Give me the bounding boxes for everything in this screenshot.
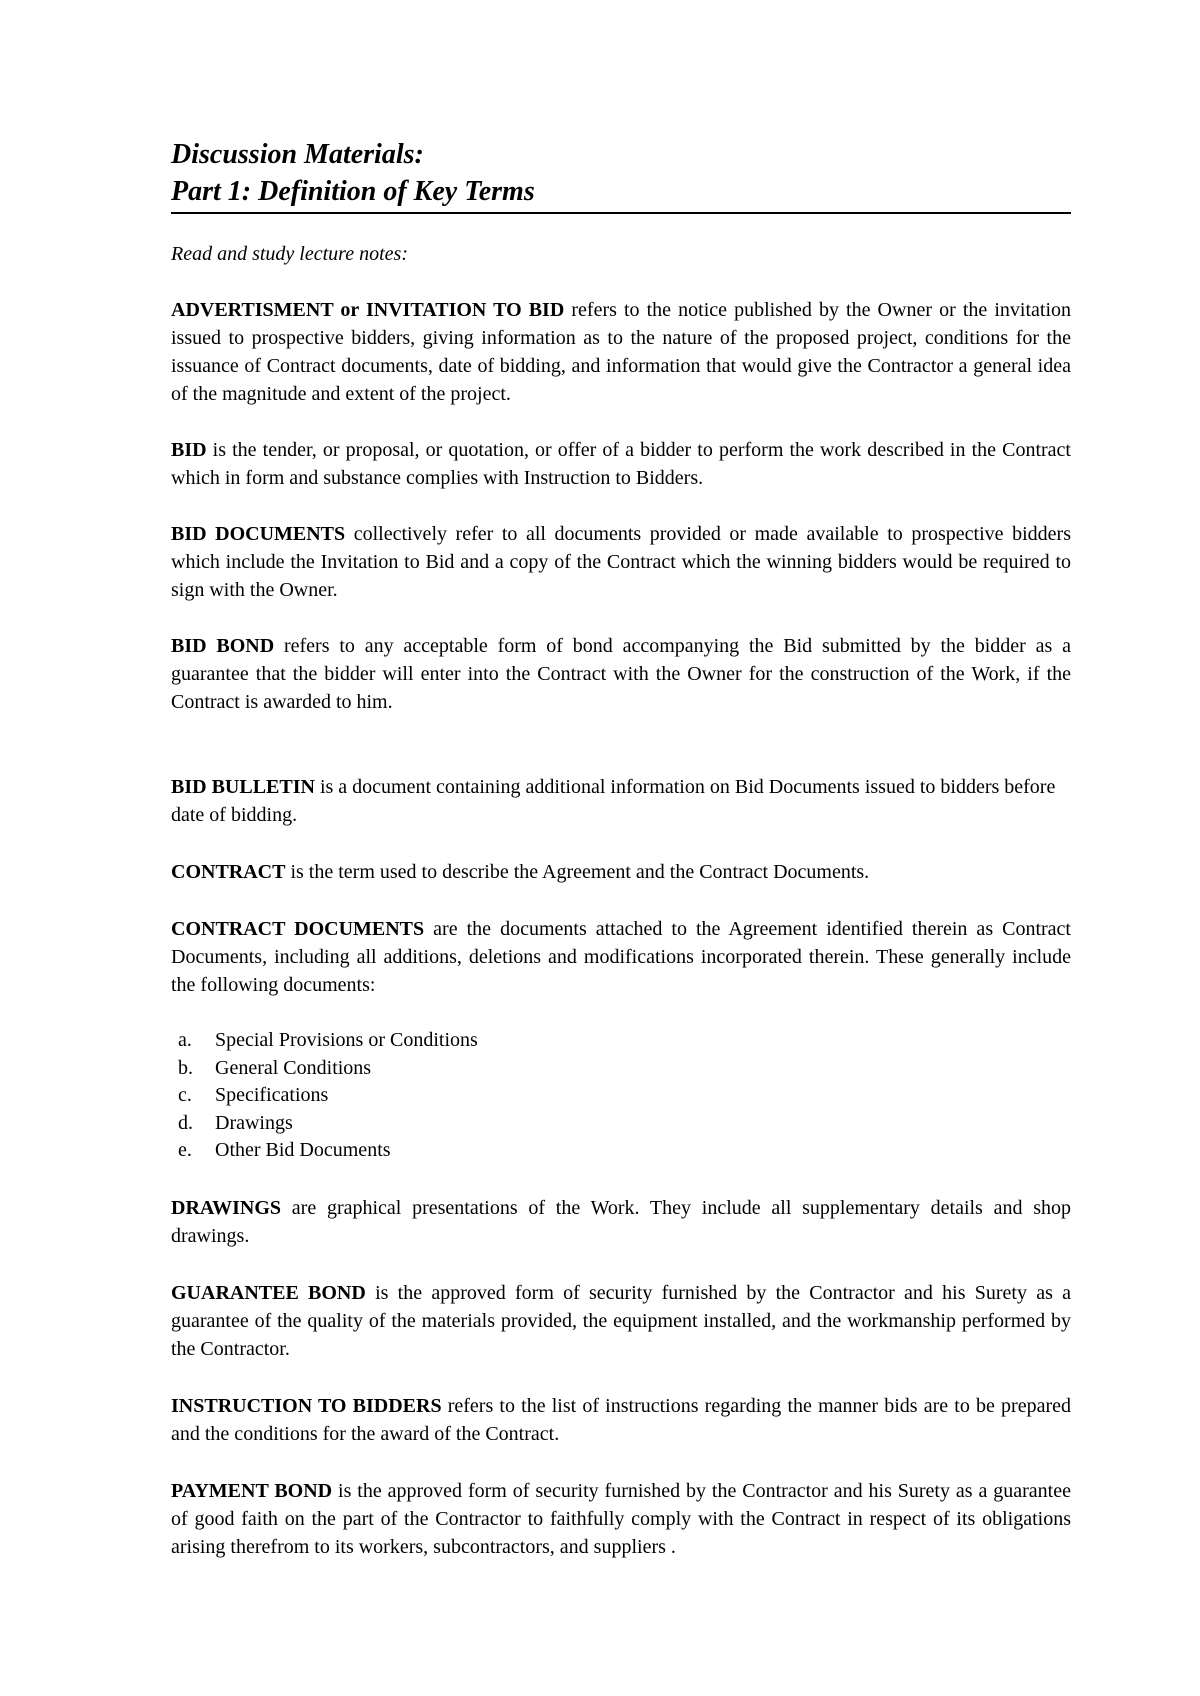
list-item-text: Other Bid Documents (215, 1139, 391, 1162)
list-marker: d. (178, 1111, 193, 1134)
definition-drawings (171, 1194, 1071, 1250)
list-marker: e. (178, 1139, 192, 1162)
list-item (171, 1082, 1071, 1110)
intro-text: Read and study lecture notes: (171, 243, 408, 265)
list-item-text: General Conditions (215, 1056, 372, 1079)
list-marker: b. (178, 1056, 193, 1079)
definition-text: refers to any acceptable form of bond accompanying the Bid submitted by the bidder as a guarantee that the bidder will enter into the Contract with the Owner for the construction of the Work, if the Contract is awarded to him. (171, 635, 1071, 713)
document-title: Discussion Materials: (171, 139, 424, 170)
term-label: DRAWINGS (171, 1196, 282, 1219)
term-label: INSTRUCTION TO BIDDERS (171, 1394, 442, 1417)
definition-text: collectively refer to all documents provided or made available to prospective bidders which include the Invitation to Bid and a copy of the Contract which the winning bidders would be required to sign with the Owner. (171, 523, 1071, 601)
definition-contract (171, 858, 1071, 886)
definition-guarantee-bond (171, 1279, 1071, 1363)
definition-payment-bond (171, 1477, 1071, 1561)
definition-bid-bond (171, 632, 1071, 716)
list-item (171, 1055, 1071, 1083)
definition-text: are graphical presentations of the Work. They include all supplementary details and shop drawings. (171, 1196, 1071, 1247)
definition-bid (171, 436, 1071, 492)
definition-instruction-to-bidders (171, 1392, 1071, 1448)
term-label: ADVERTISMENT or INVITATION TO BID (171, 299, 565, 321)
list-item-text: Drawings (215, 1111, 293, 1134)
definition-text: is a document containing additional information on Bid Documents issued to bidders before date of bidding. (171, 776, 1056, 826)
definition-bid-documents (171, 520, 1071, 604)
title-block (171, 136, 1071, 214)
definition-text: refers to the notice published by the Owner or the invitation issued to prospective bidders, giving information as to the nature of the proposed project, conditions for the issuance of Contract documents, date of bidding, and information that would give the Contractor a general idea of the magnitude and extent of the project. (171, 299, 1071, 405)
list-item-text: Special Provisions or Conditions (215, 1029, 478, 1051)
term-label: GUARANTEE BOND (171, 1281, 366, 1304)
term-label: BID BOND (171, 635, 275, 657)
definition-text: is the term used to describe the Agreement and the Contract Documents. (285, 861, 870, 883)
definition-text: is the tender, or proposal, or quotation, or offer of a bidder to perform the work described in the Contract which in form and substance complies with Instruction to Bidders. (171, 439, 1071, 489)
document-page (171, 136, 1071, 1561)
definition-text: are the documents attached to the Agreement identified therein as Contract Documents, including all additions, deletions and modifications incorporated therein. These generally include the following documents: (171, 918, 1071, 996)
definition-contract-documents (171, 915, 1071, 999)
list-item (171, 1027, 1071, 1055)
term-label: CONTRACT (171, 861, 286, 883)
definition-advertisment (171, 296, 1071, 408)
definition-text: refers to the list of instructions regarding the manner bids are to be prepared and the conditions for the award of the Contract. (171, 1394, 1071, 1445)
definition-text: is the approved form of security furnished by the Contractor and his Surety as a guarantee of good faith on the part of the Contractor to faithfully comply with the Contract in respect of its obligations arising therefrom to its workers, subcontractors, and suppliers . (171, 1479, 1071, 1558)
document-subtitle: Part 1: Definition of Key Terms (171, 176, 535, 207)
term-label: CONTRACT DOCUMENTS (171, 918, 425, 940)
contract-documents-list (171, 1027, 1071, 1165)
term-label: BID (171, 439, 207, 461)
term-label: PAYMENT BOND (171, 1479, 333, 1502)
definition-bid-bulletin (171, 773, 1071, 829)
term-label: BID DOCUMENTS (171, 523, 346, 545)
list-item-text: Specifications (215, 1084, 329, 1107)
list-item (171, 1137, 1071, 1165)
list-item (171, 1110, 1071, 1138)
list-marker: c. (178, 1084, 192, 1107)
term-label: BID BULLETIN (171, 776, 315, 798)
list-marker: a. (178, 1029, 192, 1051)
definition-text: is the approved form of security furnished by the Contractor and his Surety as a guarantee of the quality of the materials provided, the equipment installed, and the workmanship performed by the Contractor. (171, 1281, 1071, 1360)
